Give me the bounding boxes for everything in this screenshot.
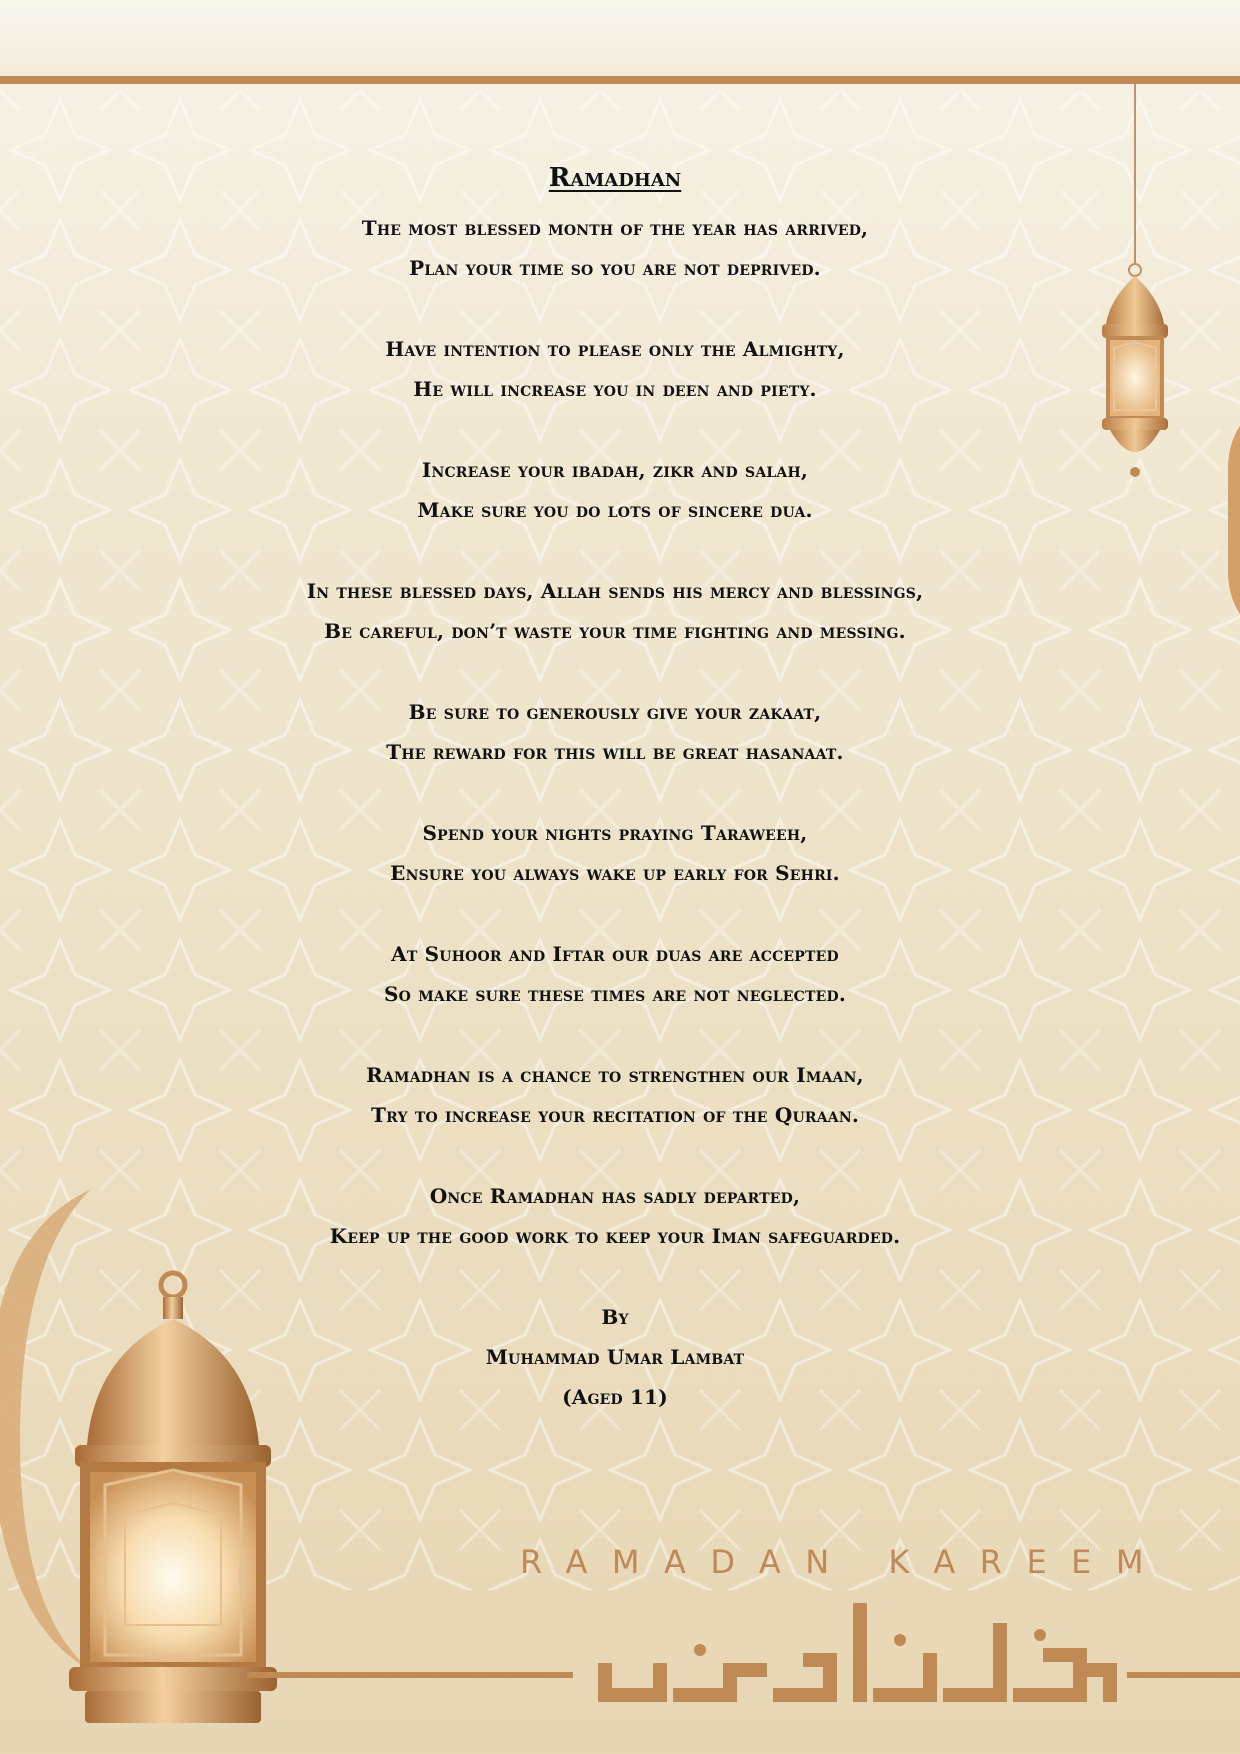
stanza-5 (190, 692, 1040, 772)
author-name: Muhammad Umar Lambat (485, 1345, 745, 1369)
ramadan-kareem-banner: RAMADAN KAREEM (520, 1543, 1168, 1581)
poem-line: Be careful, don’t waste your time fighting and messing. (324, 619, 906, 643)
stanza-6 (190, 813, 1040, 893)
poem-line: Try to increase your recitation of the Quraan. (370, 1103, 859, 1127)
poem-line: Be sure to generously give your zakaat, (408, 700, 822, 724)
stanza-9 (190, 1176, 1040, 1256)
poem (190, 158, 1040, 1417)
poem-line: The reward for this will be great hasanaat. (386, 740, 844, 764)
poem-line: Once Ramadhan has sadly departed, (429, 1184, 801, 1208)
stanza-8 (190, 1055, 1040, 1135)
stanza-4 (190, 571, 1040, 651)
stanza-7 (190, 934, 1040, 1014)
poem-line: Increase your ibadah, zikr and salah, (421, 458, 809, 482)
poem-line: Ensure you always wake up early for Sehri. (390, 861, 840, 885)
header-band (0, 0, 1240, 76)
stanza-3 (190, 450, 1040, 530)
hanging-lantern-icon (1090, 84, 1180, 484)
partial-lantern-icon (1222, 405, 1240, 635)
top-divider (0, 76, 1240, 84)
byline-by: By (601, 1305, 629, 1329)
byline (190, 1297, 1040, 1417)
stanza-2 (190, 329, 1040, 409)
poem-line: Have intention to please only the Almighty, (385, 337, 845, 361)
poem-title: Ramadhan (548, 163, 682, 193)
ramadan-kareem-arabic-calligraphy-icon (0, 1600, 1240, 1730)
author-age: (Aged 11) (562, 1385, 668, 1409)
poem-line: He will increase you in deen and piety. (413, 377, 817, 401)
poem-line: Ramadhan is a chance to strengthen our Imaan, (366, 1063, 864, 1087)
poem-line: Plan your time so you are not deprived. (409, 256, 821, 280)
poem-line: Make sure you do lots of sincere dua. (417, 498, 813, 522)
poem-line: The most blessed month of the year has arrived, (361, 216, 869, 240)
poem-line: At Suhoor and Iftar our duas are accepted (391, 942, 839, 966)
poem-line: In these blessed days, Allah sends his mercy and blessings, (306, 579, 924, 603)
poem-line: Keep up the good work to keep your Iman safeguarded. (329, 1224, 901, 1248)
poem-line: Spend your nights praying Taraweeh, (422, 821, 808, 845)
poem-line: So make sure these times are not neglected. (384, 982, 846, 1006)
stanza-1 (190, 208, 1040, 288)
